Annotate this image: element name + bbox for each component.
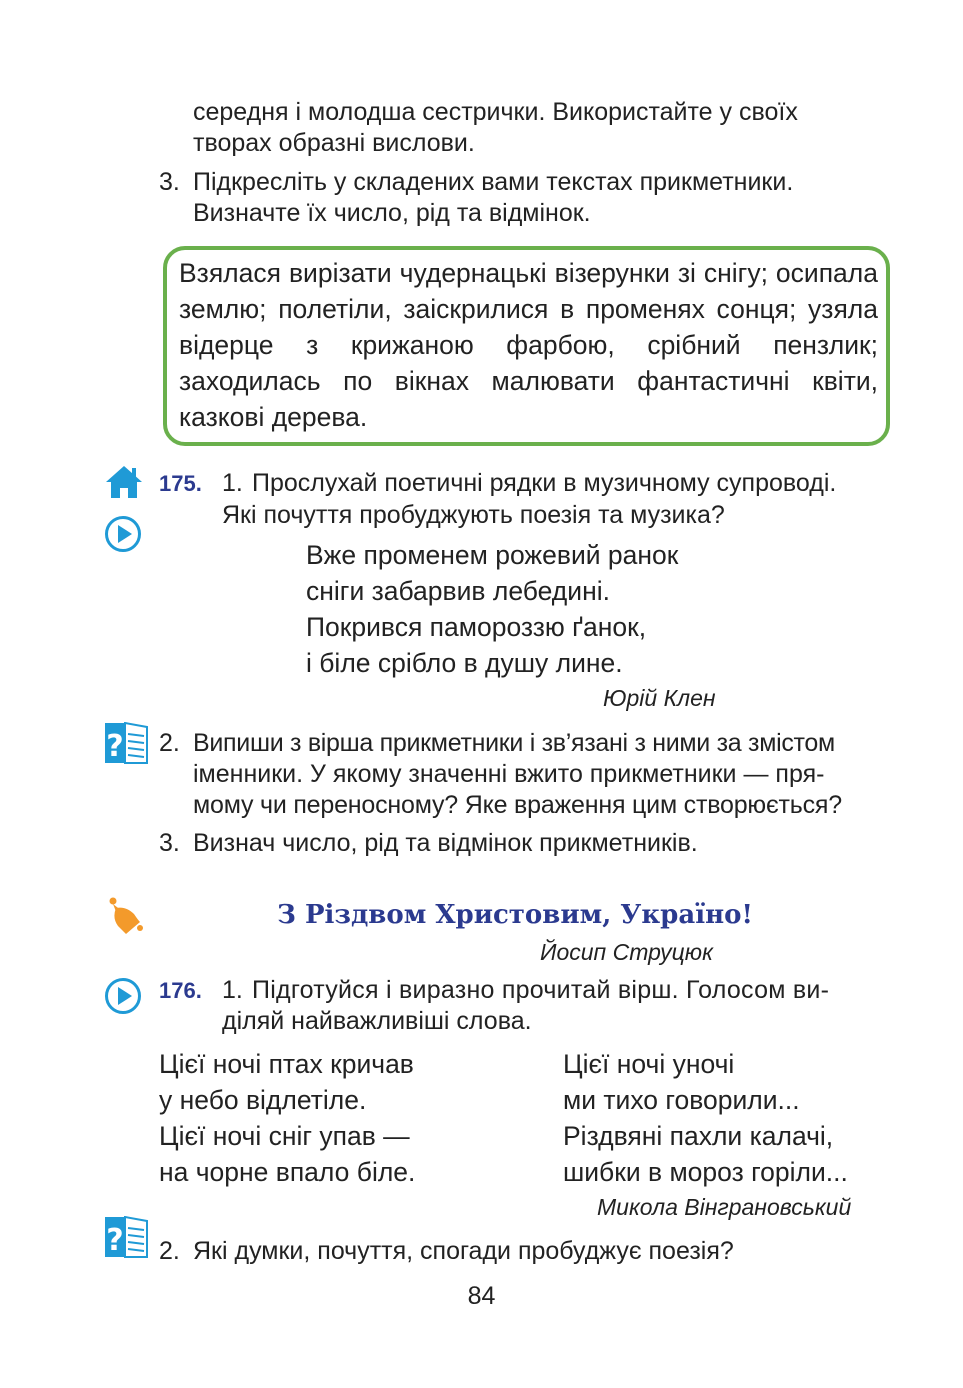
ex175-task3: Визнач число, рід та відмінок прикметників.: [193, 829, 698, 857]
poem-line: Цієї ночі птах кричав: [159, 1049, 414, 1079]
play-icon[interactable]: [104, 515, 142, 553]
poem-line: на чорне впало біле.: [159, 1157, 416, 1187]
poem-line: сніги забарвив лебедині.: [306, 576, 610, 606]
task-number: 2.: [159, 729, 180, 757]
home-icon: [104, 464, 144, 500]
exercise-number: 175.: [159, 471, 202, 496]
ex175-task2-line-1: Випиши з вірша прикметники і зв’язані з ними за змістом: [193, 729, 835, 757]
item3-line-1: Підкресліть у складених вами текстах прикметники.: [193, 168, 794, 196]
poem-line: Цієї ночі сніг упав —: [159, 1121, 410, 1151]
poem-line: Покрився памороззю ґанок,: [306, 612, 647, 642]
poem-line: Вже променем рожевий ранок: [306, 540, 679, 570]
poem-author: Микола Вінграновський: [597, 1194, 852, 1220]
question-book-icon: [104, 722, 148, 764]
poem-line: ми тихо говорили...: [563, 1085, 800, 1115]
title-author: Йосип Струцюк: [540, 939, 713, 965]
poem-line: і біле срібло в душу лине.: [306, 648, 623, 678]
task-number: 2.: [159, 1237, 180, 1265]
question-book-icon: [104, 1216, 148, 1258]
svg-text:?: ?: [106, 729, 124, 764]
ex176-task2: Які думки, почуття, спогади пробуджує поезія?: [193, 1237, 734, 1265]
exercise-number: 176.: [159, 978, 202, 1003]
intro-line-1: середня і молодша сестрички. Використайте у своїх: [193, 98, 798, 126]
ex175-task1-line-1: Прослухай поетичні рядки в музичному супроводі.: [252, 469, 837, 497]
intro-line-2: творах образні вислови.: [193, 129, 475, 157]
ex175-task2-line-2: іменники. У якому значенні вжито прикметники — пря-: [193, 760, 825, 788]
poem-title: З Різдвом Христовим, Україно!: [277, 900, 753, 930]
page-number: 84: [467, 1282, 496, 1310]
ex176-task1-line-2: діляй найважливіші слова.: [222, 1007, 532, 1035]
bell-icon: [104, 896, 146, 936]
item3-line-2: Визначте їх число, рід та відмінок.: [193, 199, 591, 227]
item-number: 3.: [159, 168, 180, 196]
task-number: 1.: [222, 469, 243, 497]
poem-line: Цієї ночі уночі: [563, 1049, 735, 1079]
svg-text:?: ?: [106, 1223, 124, 1258]
ex175-task2-line-3: мому чи переносному? Яке враження цим створюється?: [193, 791, 842, 819]
play-icon[interactable]: [104, 977, 142, 1015]
poem-line: шибки в мороз горіли...: [563, 1157, 848, 1187]
task-number: 3.: [159, 829, 180, 857]
poem-author: Юрій Клен: [603, 685, 716, 711]
example-text: Взялася вирізати чудернацькі візерунки зі снігу; осипала землю; полетіли, заіскрилися в променях сонця; узяла відерце з крижаною фарбою, срібний пензлик; заходилась по вікнах малювати фантастичні квіти, казкові дерева.: [179, 258, 878, 432]
poem-line: Різдвяні пахли калачі,: [563, 1121, 834, 1151]
ex175-task1-line-2: Які почуття пробуджують поезія та музика?: [222, 501, 725, 529]
ex176-task1-line-1: Підготуйся і виразно прочитай вірш. Голосом ви-: [252, 976, 830, 1004]
poem-line: у небо відлетіле.: [159, 1085, 367, 1115]
task-number: 1.: [222, 976, 243, 1004]
